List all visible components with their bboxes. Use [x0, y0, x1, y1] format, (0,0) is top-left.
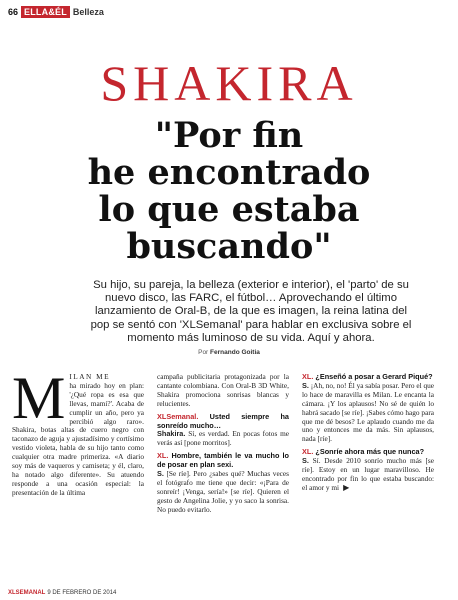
qa-question-text: Usted siempre ha sonreído mucho…	[157, 411, 289, 430]
continue-arrow-icon: ▶	[343, 482, 350, 492]
qa-speaker: S.	[302, 380, 309, 390]
qa-block	[157, 413, 289, 449]
qa-question	[302, 372, 433, 381]
section-tag: ELLA&ÉL	[21, 6, 70, 18]
qa-answer: Sí, es verdad. En pocas fotos me verás así [pone morritos].	[157, 429, 290, 448]
qa-tag: XL.	[302, 447, 314, 457]
qa-answer: ¡Ah, no, no! Él ya sabía posar. Pero el que lo hace de maravilla es Milan. Le encanta la cámara. ¡Y los aplausos! No sé de quién lo habrá sacado [se ríe]. ¡Sabes cómo hago para que me dé besos? Le aplaudo cuando me da uno y entonces me da más. Sin aplausos, nada [ríe].	[302, 380, 434, 444]
article-title-name: SHAKIRA	[100, 55, 358, 111]
qa-question-text: Hombre, también le va mucho lo de posar en plan sexi.	[157, 451, 289, 470]
qa-question	[157, 412, 289, 430]
qa-tag: XLSemanal.	[157, 411, 199, 421]
qa-question-text: ¿Sonríe ahora más que nunca?	[315, 447, 425, 457]
byline-author: Fernando Goitia	[210, 349, 260, 356]
qa-question	[302, 447, 424, 456]
qa-question	[157, 451, 289, 469]
qa-answer: [Se ríe]. Pero ¿sabes qué? Muchas veces el fotógrafo me tiene que decir: «¡Para de sonreír! ¡Venga, sería!» [se ríe]. Quieren el gesto de Angelina Jolie, y yo saco la sonrisa. No puedo evitarlo.	[157, 469, 289, 514]
qa-question-text: ¿Enseñó a posar a Gerard Piqué?	[315, 372, 433, 381]
footer-date: 9 DE FEBRERO DE 2014	[47, 590, 117, 596]
headline-line: buscando"	[126, 226, 332, 267]
qa-speaker: Shakira.	[157, 429, 186, 439]
qa-block	[302, 448, 434, 493]
headline-line: he encontrado	[87, 152, 371, 193]
headline	[0, 117, 458, 265]
page-number: 66	[8, 7, 19, 17]
qa-block	[302, 373, 434, 444]
qa-block	[157, 452, 289, 514]
category-label: Belleza	[72, 7, 104, 17]
qa-speaker: S.	[302, 456, 309, 466]
qa-tag: XL.	[157, 451, 169, 461]
body-column-3	[302, 373, 434, 497]
article-body	[12, 365, 444, 571]
standfirst: Su hijo, su pareja, la belleza (exterior e interior), el 'parto' de su nuevo disco, las FARC, el fútbol… Aprovechando el último lanzamiento de Oral-B, de la que es imagen, la reina latina del pop se sentó con 'XLSemanal' para hablar en exclusiva sobre el momento más luminoso de su vida. Aquí y ahora.	[90, 279, 412, 344]
page-footer	[8, 590, 450, 596]
headline-line: "Por fin	[154, 115, 304, 156]
opening-smallcaps: ILAN ME	[69, 372, 111, 381]
qa-speaker: S.	[157, 469, 164, 479]
body-column-1	[12, 365, 144, 500]
page-header	[8, 4, 450, 20]
qa-answer: Sí. Desde 2010 sonrío mucho más [se ríe]. Estoy en un lugar maravilloso. He encontrado por fin lo que estaba buscando: el amor y mi	[302, 456, 434, 492]
opening-text: ha mirado hoy en plan: '¿Qué ropa es esa que llevas, mami?'. Acaba de cumplir un año, pero ya percibió algo raro». Shakira, botas altas de cuero negro con taconazo de aguja y ajustadísimo y cortísimo vestido violeta, habla de su hijo tanto como cualquier otra madre primeriza. «A diario soy más de vaqueros y camiseta; y él, claro, ha notado algo diferente». Su atuendo responde a una ocasión especial: la presentación de la última	[12, 380, 144, 497]
intro-paragraph: campaña publicitaria protagonizada por la cantante colombiana. Con Oral-B 3D White, Shakira promociona sonrisas blancas y relucientes.	[157, 372, 289, 408]
headline-line: lo que estaba	[98, 189, 360, 230]
footer-brand: XLSEMANAL	[8, 590, 46, 596]
qa-tag: XL.	[302, 372, 314, 381]
byline	[0, 349, 458, 356]
byline-prefix: Por	[198, 349, 209, 356]
body-column-2	[157, 373, 289, 519]
drop-cap: M	[12, 365, 66, 431]
